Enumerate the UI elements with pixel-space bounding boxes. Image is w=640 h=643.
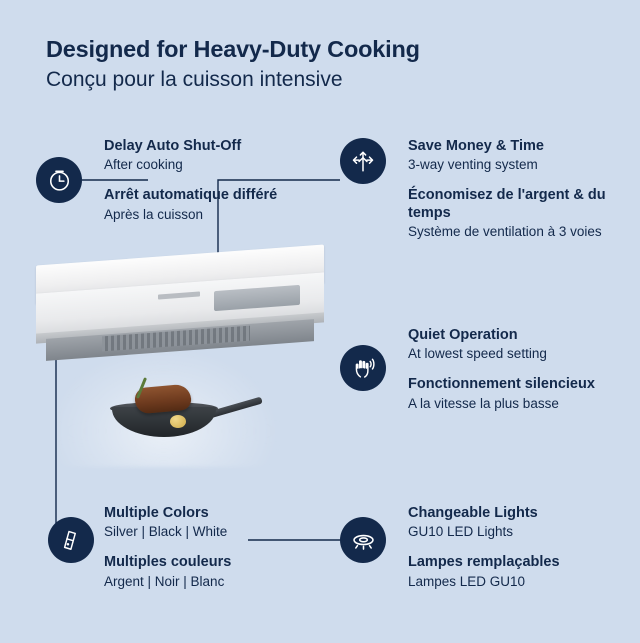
feature-sub-fr: Argent | Noir | Blanc xyxy=(104,573,225,589)
feature-sub-en: After cooking xyxy=(104,157,183,173)
feature-sub-en: 3-way venting system xyxy=(408,157,538,173)
feature-sub-fr: A la vitesse la plus basse xyxy=(408,395,559,411)
feature-quiet-operation xyxy=(408,327,612,413)
badge-multiple-colors xyxy=(48,517,94,563)
feature-sub-fr: Système de ventilation à 3 voies xyxy=(408,224,602,240)
feature-heading-en: Multiple Colors xyxy=(104,505,209,521)
feature-sub-en: GU10 LED Lights xyxy=(408,524,514,540)
badge-changeable-lights xyxy=(340,517,386,563)
led-light-icon xyxy=(350,527,377,554)
feature-delay-auto-shut-off xyxy=(104,138,314,224)
feature-heading-fr: Multiples couleurs xyxy=(104,554,232,571)
badge-delay-auto-shut-off xyxy=(36,157,82,203)
feature-heading-fr: Lampes remplaçables xyxy=(408,554,560,571)
badge-save-money-time xyxy=(340,138,386,184)
feature-sub-fr: Après la cuisson xyxy=(104,206,204,222)
feature-heading-en: Changeable Lights xyxy=(408,505,538,521)
page-title-en: Designed for Heavy-Duty Cooking xyxy=(46,36,420,62)
page-title-fr: Conçu pour la cuisson intensive xyxy=(46,67,343,91)
quiet-hand-icon xyxy=(351,356,376,381)
header xyxy=(46,36,606,92)
feature-sub-fr: Lampes LED GU10 xyxy=(408,573,526,589)
feature-sub-en: At lowest speed setting xyxy=(408,346,547,362)
feature-heading-en: Quiet Operation xyxy=(408,327,518,343)
feature-heading-en: Save Money & Time xyxy=(408,138,544,154)
badge-quiet-operation xyxy=(340,345,386,391)
garlic-clove xyxy=(170,415,186,428)
paint-swatch-icon xyxy=(59,528,84,553)
three-way-venting-icon xyxy=(350,148,376,174)
feature-heading-fr: Arrêt automatique différé xyxy=(104,187,278,204)
feature-changeable-lights xyxy=(408,505,616,591)
feature-heading-fr: Fonctionnement silencieux xyxy=(408,376,595,393)
product-image xyxy=(18,255,343,485)
feature-multiple-colors xyxy=(104,505,304,591)
feature-save-money-time xyxy=(408,138,612,241)
feature-sub-en: Silver | Black | White xyxy=(104,524,228,540)
feature-heading-fr: Économisez de l'argent & du temps xyxy=(408,187,606,221)
timer-icon xyxy=(47,168,72,193)
feature-heading-en: Delay Auto Shut-Off xyxy=(104,138,242,154)
